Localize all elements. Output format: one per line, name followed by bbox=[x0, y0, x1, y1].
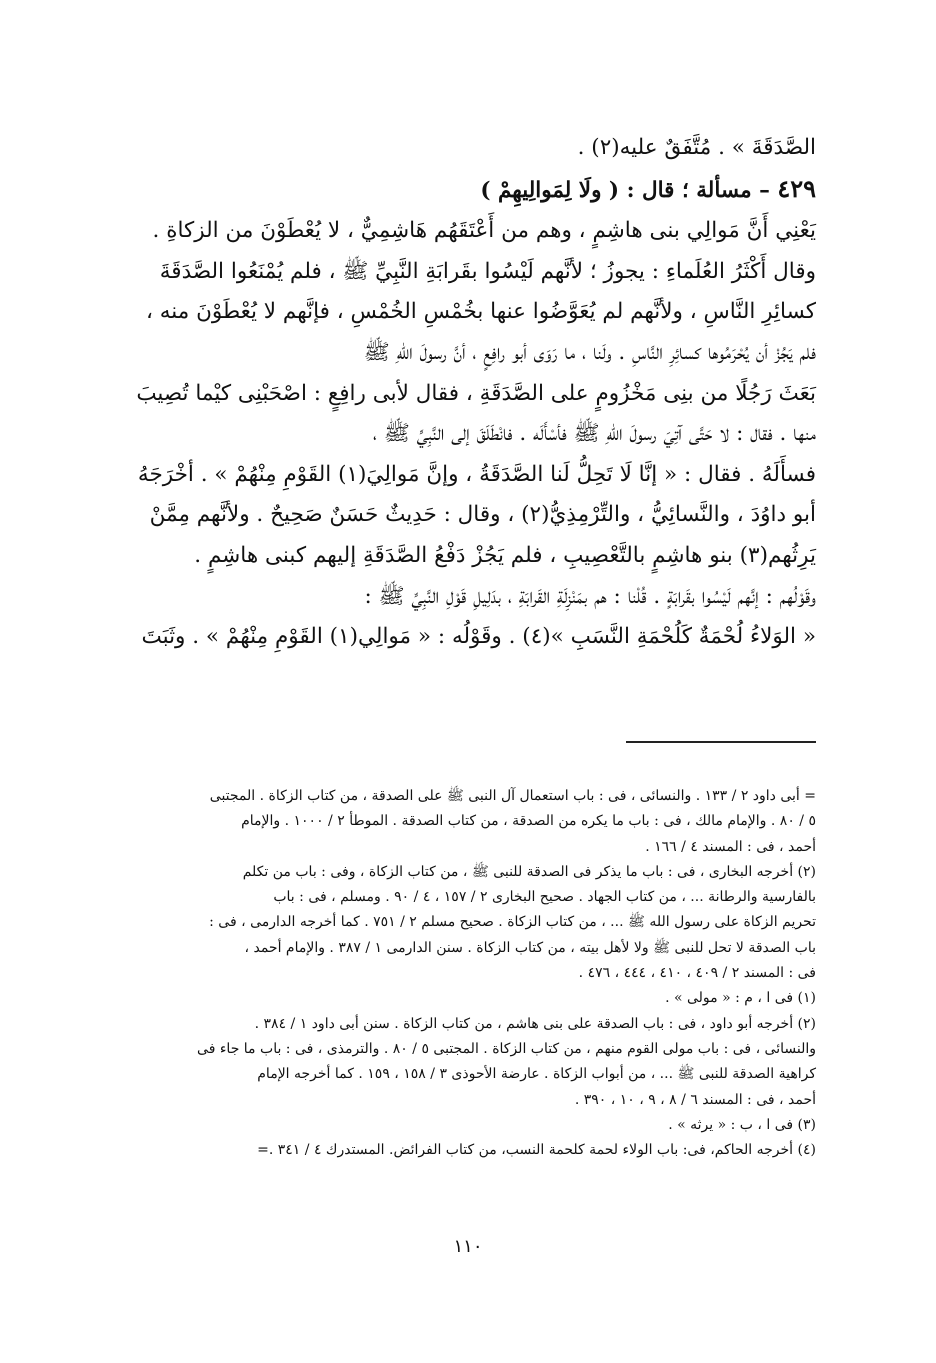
section-heading bbox=[116, 169, 816, 212]
text-line: يَرِثُهم(٣) بنو هاشِمٍ بالتَّعْصِيبِ ، فلم يَجُزْ دَفْعُ الصَّدَقَةِ إليهم كبنى هاشِمٍ . bbox=[194, 542, 816, 568]
footnotes bbox=[116, 784, 816, 1163]
footnote-line: أحمد ، فى : المسند ٤ / ١٦٦ . bbox=[645, 838, 816, 855]
footnote-line: (٢) أخرجه أبو داود ، فى : باب الصدقة على بنى هاشم ، من كتاب الزكاة . سنن أبى داود ١ / ٣٨٤ . bbox=[254, 1015, 816, 1032]
section-title: – مسألة ؛ قال : ( ولَا لِمَوالِيهِمْ ) bbox=[480, 177, 770, 203]
page-number: ١١٠ bbox=[453, 1236, 483, 1257]
text-line: وقال أَكْثَرُ العُلَماءِ : يجوزُ ؛ لأنَّهم لَيْسُوا بقَرابَةِ النَّبِيِّ ﷺ ، فلم يُمْنَعُوا الصَّدَقَةَ bbox=[159, 258, 816, 284]
text-line: الصَّدَقَةَ » . مُتَّفَقٌ عليه(٢) . bbox=[577, 135, 816, 160]
text-line: بَعَثَ رَجُلًا من بنِى مَخْزُومٍ على الصَّدَقَةِ ، فقال لأبى رافِعٍ : اصْحَبْنِى كيْما تُصِيبَ bbox=[136, 380, 816, 406]
footnote-line: (٣) فى ا ، ب : « يرثه » . bbox=[668, 1116, 816, 1133]
footnote-line: باب الصدقة لا تحل للنبى ﷺ ولا لأهل بيته ، من كتاب الزكاة . سنن الدارمى ١ / ٣٨٧ . والإمام أحمد ، bbox=[244, 939, 816, 956]
footnote-line: أحمد ، فى : المسند ٦ / ٨ ، ٩ ، ١٠ ، ٣٩٠ . bbox=[574, 1091, 816, 1108]
footnote-line: تحريم الزكاة على رسول الله ﷺ ... ، من كتاب الزكاة . صحيح مسلم ٢ / ٧٥١ . كما أخرجه الدارمى ، فى : bbox=[209, 914, 816, 931]
footnote-line: (٤) أخرجه الحاكم، فى: باب الولاء لحمة كلحمة النسب، من كتاب الفرائض. المستدرك ٤ / ٣٤١ .= bbox=[257, 1142, 816, 1159]
text-line: أبو داوُدَ ، والنَّسائِيُّ ، والتِّرْمِذِيُّ(٢) ، وقال : حَدِيثٌ حَسَنٌ صَحِيحٌ . ولأنَّهم مِمَّنْ bbox=[149, 502, 816, 528]
footnote-line: كراهية الصدقة للنبى ﷺ ... ، من أبواب الزكاة . عارضة الأحوذى ٣ / ١٥٨ ، ١٥٩ . كما أخرجه الإمام bbox=[257, 1066, 816, 1083]
footnote-separator bbox=[626, 741, 816, 743]
text-line: منها . فقال : لا حَتَّى آتِيَ رسولَ اللهِ ﷺ فأسْأَلَه . فانْطَلَقَ إلى النَّبِيِّ ﷺ ، bbox=[372, 421, 816, 447]
footnote-line: (٢) أخرجه البخارى ، فى : باب ما يذكر فى الصدقة للنبى ﷺ ، من كتاب الزكاة ، وفى : باب من تكلم bbox=[242, 863, 816, 880]
footnote-line: ٥ / ٨٠ . والإمام مالك ، فى : باب ما يكره من الصدقة ، من كتاب الصدقة . الموطأ ٢ / ١٠٠٠ . والإمام bbox=[241, 813, 816, 830]
main-text bbox=[116, 128, 816, 658]
footnote-line: = أبى داود ٢ / ١٣٣ . والنسائى ، فى : باب استعمال آل النبى ﷺ على الصدقة ، من كتاب الزكاة . المجتبى bbox=[209, 788, 816, 804]
text-line: « الوَلاءُ لُحْمَةٌ كَلُحْمَةِ النَّسَبِ »(٤) . وقَوْلُه : « مَوالِي(١) القَوْمِ مِنْهُمْ » . وثَبَتَ bbox=[141, 624, 816, 650]
text-line: فسأَلَهُ . فقال : « إنَّا لَا تَحِلُّ لَنا الصَّدَقَةُ ، وإنَّ مَوالِيَ(١) القَوْمِ مِنْهُمْ » . أخْرَجَهُ bbox=[137, 461, 816, 487]
footnote-line: فى : المسند ٢ / ٤٠٩ ، ٤١٠ ، ٤٤٤ ، ٤٧٦ . bbox=[578, 965, 816, 982]
text-line: يَعْنِي أَنَّ مَوالِي بنى هاشِمٍ ، وهم من أَعْتَقَهُم هَاشِمِيٌّ ، لا يُعْطَوْنَ من الزكاةِ . bbox=[152, 218, 816, 244]
section-number: ٤٢٩ bbox=[777, 173, 816, 203]
footnote-line: والنسائى ، فى : باب مولى القوم منهم ، من كتاب الزكاة . المجتبى ٥ / ٨٠ . والترمذى ، فى : باب ما جاء فى bbox=[197, 1040, 816, 1057]
footnote-line: بالفارسية والرطانة ... ، من كتاب الجهاد . صحيح البخارى ٢ / ١٥٧ ، ٤ / ٩٠ . ومسلم ، فى : باب bbox=[273, 889, 816, 906]
text-line: كسائِرِ النَّاسِ ، ولأنَّهم لم يُعَوَّضُوا عنها بخُمْسِ الخُمْسِ ، فإنَّهم لا يُعْطَوْنَ منه ، bbox=[145, 299, 816, 325]
footnote-line: (١) فى ا ، م : « مولى » . bbox=[665, 990, 816, 1007]
text-line: فلم يَجُزْ أن يُحْرَمُوها كسائِرِ النَّاسِ . ولَنا ، ما رَوَى أبو رافِعٍ ، أنَّ رسولَ اللهِ ﷺ bbox=[363, 339, 816, 365]
text-line: وقَوْلُهم : إنَّهم لَيْسُوا بقَرابَةٍ . قُلْنا : هم بمَنْزِلَةِ القَرابَةِ ، بدَلِيلِ قَوْلِ النَّبِيِّ ﷺ : bbox=[364, 583, 816, 609]
